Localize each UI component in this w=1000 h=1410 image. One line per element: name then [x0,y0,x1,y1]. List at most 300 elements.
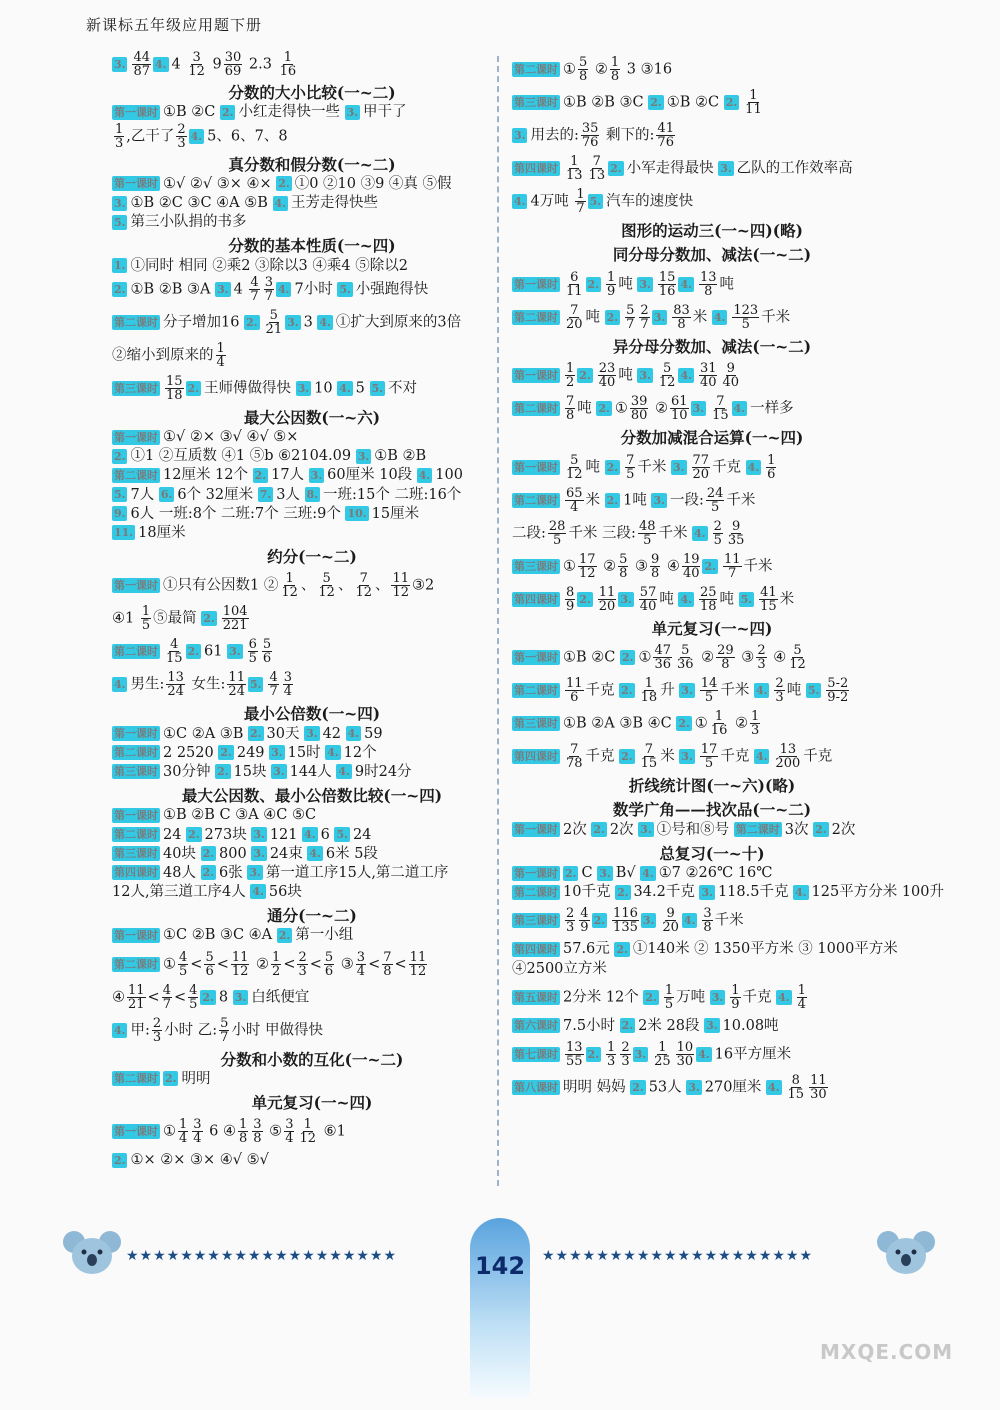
fraction-denominator: 40 [699,375,717,391]
answer-text: 千米 [720,682,754,699]
fraction [606,271,616,298]
answer-text: 60厘米 10段 [327,467,417,484]
answer-text: 16平方厘米 [714,1046,792,1063]
section-title: 最大公因数、最小公倍数比较(一~四) [181,786,443,805]
question-number-badge: 第一课时 [114,727,158,741]
fraction-denominator: 7 [576,201,585,216]
left-column [112,50,512,1171]
fraction-numerator: 4 [580,906,589,922]
answer-line [112,524,512,542]
question-number-badge: 5. [371,381,383,395]
question-number-badge: 4. [683,914,696,928]
question-number-badge: 第一课时 [114,105,158,119]
fraction-numerator: 1 [216,340,225,356]
answer-text: 249 [236,744,270,761]
fraction-denominator: 12 [409,963,427,979]
fraction-numerator: 1 [749,88,758,103]
fraction [227,671,246,698]
fraction-denominator: 87 [133,64,151,79]
fraction-numerator: 14 [700,675,718,691]
fraction [699,271,718,298]
question-number-badge: 第一课时 [114,1125,158,1139]
question-number-badge: 4. [418,468,431,482]
fraction [271,951,281,978]
question-number-badge: 2. [203,612,215,626]
answer-line [112,826,512,844]
answer-text: 千克 [720,748,754,765]
answer-line [512,883,945,901]
answer-line [112,845,512,863]
fraction [723,553,742,580]
fraction-denominator: 12 [231,963,249,979]
question-number-badge: 2. [593,914,606,928]
answer-text: 千克 [585,748,620,765]
fraction-denominator: 55 [566,1053,583,1069]
fraction [788,644,807,671]
answer-text: ① [163,956,176,972]
fraction [231,951,250,978]
question-number-badge: 10. [347,507,367,521]
fraction-denominator: 9 [607,283,616,299]
answer-text: ④ [112,989,125,1005]
koala-right-icon [874,1226,938,1282]
answer-text: ①同时 相同 ②乘2 ③除以3 ④乘4 ⑤除以2 [130,257,408,274]
answer-text: 千米 三段: [568,525,636,541]
answer-text: 118.5千克 [717,884,794,901]
question-number-badge: 3. [234,990,247,1004]
question-number-badge: 第八课时 [514,1080,558,1094]
fraction-denominator: 4 [216,354,225,370]
answer-line [512,553,912,580]
fraction-numerator: 13 [779,741,797,757]
answer-text: ,乙干了 [126,128,175,144]
fraction-numerator: 1 [141,604,151,620]
fraction-numerator: 4 [179,949,188,965]
question-number-badge: 第一课时 [514,866,558,880]
fraction-numerator: 11 [228,670,245,686]
fraction-denominator: 5 [189,996,198,1012]
answer-text: 4 [233,281,248,298]
question-number-badge: 第七课时 [514,1047,558,1061]
question-number-badge: 第三课时 [114,765,158,779]
answer-text: ①√ ②√ ③× ④× [163,175,277,192]
answer-line [112,466,512,484]
answer-text: 2.3 [244,56,277,73]
fraction-numerator: 35 [581,121,599,136]
fraction [787,1074,806,1101]
fraction-denominator: 18 [166,387,183,403]
answer-text: 米 [585,492,605,508]
answer-line [112,763,512,781]
answer-text: 吨 [786,682,806,699]
question-number-badge: 4. [277,282,290,296]
answer-text: 3 [303,314,318,331]
fraction-denominator: 13 [566,168,583,183]
answer-line [112,951,512,978]
fraction-denominator: 8 [579,69,588,84]
fraction [219,1017,229,1044]
answer-text: ①7 ②26℃ 16℃ [658,865,773,882]
fraction-denominator: 221 [222,618,248,634]
answer-text: ①B ②A ③B ④C [563,715,677,732]
fraction-denominator: 12 [658,375,676,391]
question-number-badge: 2. [610,162,622,175]
question-number-badge: 2. [187,381,200,395]
fraction-numerator: 10 [676,1039,694,1055]
fraction-numerator: 5 [220,1015,229,1031]
answer-text: 6张 [219,864,248,881]
question-number-badge: 2. [187,645,200,659]
answer-line [512,89,912,116]
section-title: 图形的运动三(一~四)(略) [621,221,803,240]
answer-text: ①B ②B C ③A ④C ⑤C [163,807,317,824]
question-number-badge: 2. [587,1047,600,1061]
fraction-denominator: 9-2 [827,689,849,705]
fraction [114,123,124,150]
answer-line [512,864,912,882]
question-number-badge: 3. [229,645,241,659]
fraction [565,1041,584,1068]
question-number-badge: 3. [357,449,370,463]
fraction-numerator: 5 [570,452,579,468]
fraction [682,553,701,580]
fraction-denominator: 3 [750,722,760,738]
fraction [565,586,575,613]
answer-text: ①× ②× ③× ④√ ⑤√ [130,1152,269,1169]
answer-text: 1吨 [623,492,652,508]
fraction-denominator: 3 [757,656,766,672]
answer-text: 6人 一班:8个 二班:7个 三班:9个 [130,505,346,522]
answer-text: 7人 [130,486,159,503]
question-number-badge: 3. [653,493,665,507]
question-number-badge: 2. [617,885,629,899]
fraction [279,51,298,78]
question-number-badge: 3. [514,129,526,142]
answer-text: ①C ②A ③B [163,725,249,742]
section-title: 异分母分数加、减法(一~二) [612,336,812,356]
answer-text: 121 [269,826,303,843]
right-column [512,50,945,1107]
fraction [676,1041,695,1068]
fraction [730,984,740,1011]
fraction-numerator: 104 [222,604,248,620]
fraction-numerator: 1 [731,982,740,998]
question-number-badge: 第二课时 [114,645,158,659]
answer-text: ①0 ②10 ③9 ④真 ⑤假 [294,175,452,192]
fraction-numerator: 3 [356,949,366,965]
answer-text: ② [251,956,270,972]
fraction-denominator: 7 [640,316,649,332]
section-title: 约分(一~二) [267,546,357,566]
question-number-badge: 第二课时 [735,823,780,837]
fraction-numerator: 15 [658,269,676,285]
question-number-badge: 8. [306,488,319,501]
answer-text: ① [614,400,628,417]
question-number-badge: 第四课时 [514,749,558,763]
fraction [640,743,659,770]
fraction-numerator: 31 [699,361,717,377]
fraction-numerator: 2 [640,302,649,318]
answer-text: 2次 [609,821,639,838]
section-title: 同分母分数加、减法(一~二) [612,245,812,265]
question-number-badge: 4. [755,749,768,763]
answer-text: 王芳走得快些 [290,195,378,211]
fraction-denominator: 25 [654,1053,671,1069]
answer-text: ① [563,558,576,574]
answer-text: ② [590,61,608,78]
answer-line [112,309,512,336]
question-number-badge: 第一课时 [514,823,558,837]
answer-line [512,710,912,737]
question-number-badge: 11. [114,526,134,540]
answer-line [512,1074,912,1101]
answer-text: ① [163,1123,176,1140]
fraction-numerator: 1 [272,949,281,965]
answer-text: 小时 甲做得快 [231,1022,324,1038]
section-title: 分数的大小比较(一~二) [228,83,396,102]
fraction-denominator: 3 [115,135,124,151]
fraction-numerator: 5 [269,307,278,323]
question-number-badge: 4. [155,58,167,71]
question-number-badge: 3. [346,105,359,119]
answer-text: 二段: [512,525,546,541]
question-number-badge: 1. [114,259,126,273]
answer-text: 米 [692,309,712,326]
fraction [127,984,146,1011]
answer-text: ①扩大到原来的3倍 [335,314,462,331]
fraction [565,743,584,770]
fraction-denominator: 20 [662,920,679,936]
section-title: 分数和小数的互化(一~二) [220,1049,404,1069]
question-number-badge: 2. [704,559,716,573]
question-number-badge: 3. [711,990,724,1004]
fraction [579,907,589,934]
fraction-denominator: 12 [281,585,298,601]
fraction [826,677,849,704]
question-number-badge: 4. [114,1023,126,1037]
question-number-badge: 4. [768,1080,780,1094]
fraction-numerator: 47 [654,642,671,658]
fraction [756,644,766,671]
question-number-badge: 3. [271,746,283,760]
fraction-denominator: 7 [626,316,635,332]
fraction-denominator: 6 [205,963,214,979]
fraction-numerator: 4 [170,637,179,653]
fraction-numerator: 4 [162,982,171,998]
fraction-denominator: 76 [581,135,599,150]
answer-text: ①只有公因数1 ② [163,577,279,594]
answer-text: 第三小队捐的书多 [130,214,247,231]
fraction-denominator: 78 [566,755,583,771]
fraction-denominator: 12 [318,585,335,601]
answer-text: 15块 [233,763,272,780]
fraction-numerator: 61 [671,394,688,410]
star-row-right: ★★★★★★★★★★★★★★★★★★★★ [542,1248,814,1264]
fraction-numerator: 11 [598,584,616,600]
answer-text: ① [563,61,576,78]
answer-line [112,375,512,402]
question-number-badge: 4. [309,847,321,861]
answer-text: 小时 乙: [164,1022,218,1038]
answer-text: ④2500立方米 [512,960,607,977]
answer-text: 女生: [186,676,226,693]
answer-text: 3 ③16 [622,61,673,78]
answer-text: 不对 [388,380,417,397]
fraction [565,362,575,389]
fraction [661,907,680,934]
question-number-badge: 3. [673,460,685,474]
question-number-badge: 4. [304,828,316,841]
question-number-badge: 2. [587,277,600,291]
answer-text: C [581,865,598,882]
answer-text: ① [694,715,708,732]
answer-text: 2米 28段 [638,1017,705,1034]
answer-line [112,123,512,150]
answer-text: 、 [374,577,390,594]
fraction-denominator: 4 [179,1131,188,1147]
fraction [222,605,249,632]
answer-text: 800 [219,845,252,862]
fraction-numerator: 24 [706,485,724,501]
answer-text: 2 2520 [163,744,219,761]
fraction-denominator: 15 [787,1086,805,1102]
answer-text: 白纸便宜 [251,989,310,1005]
fraction-numerator: 30 [224,50,242,65]
fraction [699,586,718,613]
answer-text: ⑥1 [319,1123,346,1140]
question-number-badge: 4. [680,592,692,606]
question-number-badge: 3. [249,866,261,880]
question-number-badge: 6. [160,488,173,501]
fraction-denominator: 12 [789,656,806,672]
page-number-tab [470,1218,530,1398]
answer-line [112,638,512,665]
question-number-badge: 4. [694,526,706,540]
fraction-denominator: 5 [704,689,714,705]
question-number-badge: 第一课时 [514,277,558,291]
question-number-badge: 4. [713,310,726,324]
fraction [187,51,206,78]
answer-text: 17人 [271,467,309,484]
answer-line [512,644,912,671]
answer-text: 甲: [130,1022,150,1038]
question-number-badge: 9. [114,507,126,521]
fraction [280,572,299,599]
fraction-numerator: 1 [767,452,776,468]
answer-line [512,362,912,389]
question-number-badge: 2. [217,765,229,779]
fraction [565,677,584,704]
answer-line [112,725,512,743]
fraction [565,304,584,331]
fraction-denominator: 21 [128,996,145,1012]
answer-text: 明明 妈妈 [563,1079,631,1096]
fraction-numerator: 9 [726,361,735,377]
question-number-badge: 第二课时 [514,493,558,507]
fraction [238,1118,248,1145]
answer-text: 24 [352,826,372,843]
answer-text: 第一道工序15人,第二道工序 [265,864,449,881]
fraction-numerator: 1 [566,361,575,377]
answer-line [112,744,512,762]
question-number-badge: 3. [634,1047,647,1061]
fraction-numerator: 1 [644,675,654,691]
question-number-badge: 3. [639,277,651,291]
answer-text: 30分钟 [163,763,216,780]
fraction-denominator: 4 [356,963,366,979]
fraction-numerator: 5 [619,551,628,567]
answer-text: ②缩小到原来的 [112,347,214,364]
fraction-denominator: 8 [610,69,620,84]
fraction [324,951,334,978]
fraction [656,122,675,149]
fraction-denominator: 8 [619,565,628,581]
fraction [575,188,585,215]
fraction [658,362,677,389]
fraction-denominator: 3 [775,689,784,705]
fraction-numerator: 1 [658,1039,667,1055]
fraction-numerator: 5 [262,637,272,653]
question-number-badge: 2. [202,866,215,880]
fraction-denominator: 11 [566,283,583,299]
answer-text: ①号和⑧号 [656,821,734,838]
question-number-badge: 4. [274,196,286,210]
answer-line [112,572,512,599]
answer-text: 吨 [585,459,605,475]
section-title: 分数加减混合运算(一~四) [620,428,804,448]
fraction-denominator: 40 [722,375,740,391]
fraction-denominator: 4 [193,1131,202,1147]
answer-text: 18厘米 [138,524,186,541]
fraction-denominator: 12 [188,64,205,79]
question-number-badge: 4. [114,678,126,692]
fraction-numerator: 4 [269,670,278,686]
fraction [774,677,784,704]
question-number-badge: 2. [606,493,619,507]
fraction [248,638,258,665]
question-number-badge: 第三课时 [114,381,158,395]
fraction [809,1074,828,1101]
fraction-numerator: 2 [775,675,784,691]
answer-line [512,122,912,149]
answer-line [112,213,512,231]
question-number-badge: 2. [220,746,232,760]
question-number-badge: 第二课时 [514,310,558,324]
question-number-badge: 第二课时 [114,315,158,329]
fraction-denominator: 8 [704,283,713,299]
fraction [653,644,672,671]
question-number-badge: 2. [202,847,215,861]
fraction [297,951,307,978]
fraction-numerator: 41 [657,121,674,136]
question-number-badge: 3. [620,592,632,606]
answer-line [512,454,912,481]
fraction-numerator: 41 [760,584,777,600]
fraction [178,1118,188,1145]
question-number-badge: 4. [252,885,264,899]
answer-line [112,605,512,632]
question-number-badge: 5. [114,488,126,501]
question-number-badge: 3. [720,162,732,175]
fraction [409,951,428,978]
fraction-numerator: 7 [566,394,575,410]
question-number-badge: 2. [593,823,605,837]
question-number-badge: 第二课时 [514,885,558,899]
question-number-badge: 2. [221,105,234,119]
answer-text: ③ [736,649,755,666]
fraction-numerator: 7 [570,741,579,757]
question-number-badge: 3. [306,727,318,741]
